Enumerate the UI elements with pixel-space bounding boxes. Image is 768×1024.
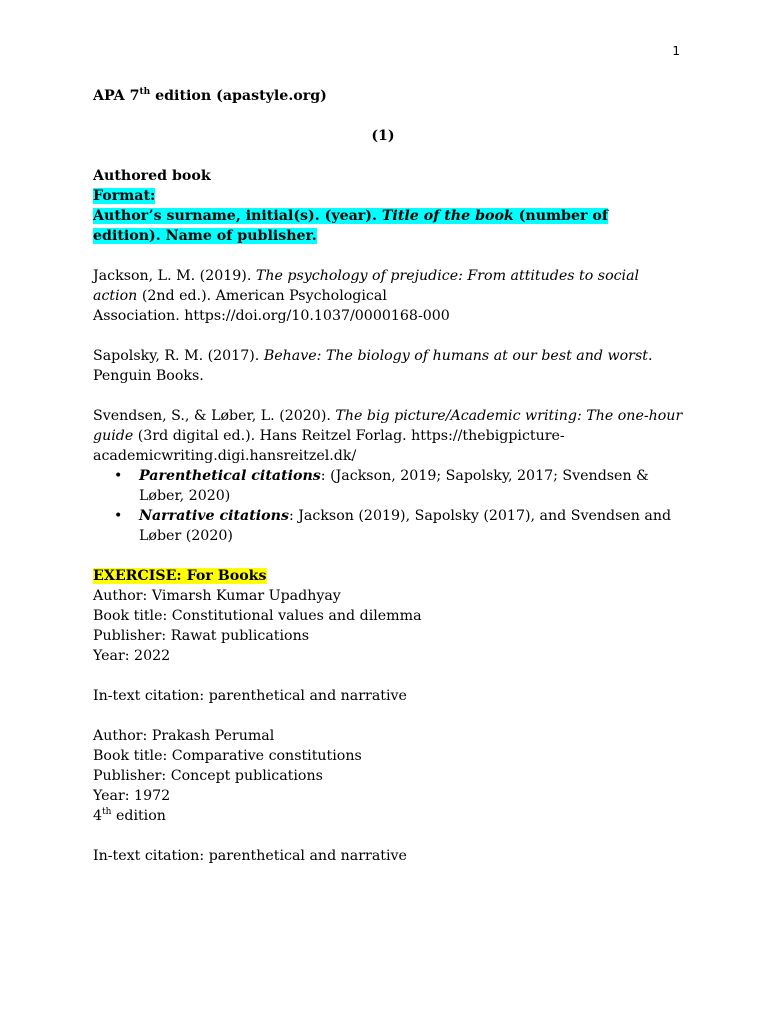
exercise-publisher: Publisher: Rawat publications — [93, 628, 309, 644]
reference-line: Svendsen, S., & Løber, L. (2020). The big picture/Academic writing: The one-hour — [93, 408, 683, 424]
reference-line: guide (3rd digital ed.). Hans Reitzel Forlag. https://thebigpicture- — [93, 428, 565, 444]
title-text: APA 7 — [93, 88, 140, 104]
exercise-heading: EXERCISE: For Books — [93, 568, 267, 584]
format-line-2-text: edition). Name of publisher. — [93, 228, 317, 244]
exercise-book-title: Book title: Constitutional values and dilemma — [93, 608, 422, 624]
url-link: academicwriting.digi.hansreitzel.dk/ — [93, 448, 357, 464]
bullet-icon: • — [114, 508, 123, 524]
exercise-book-title: Book title: Comparative constitutions — [93, 748, 362, 764]
citation-examples-list — [93, 466, 673, 546]
format-text: Author’s surname, initial(s). (year). — [93, 208, 382, 224]
exercise-year: Year: 2022 — [93, 648, 171, 664]
reference-line: action (2nd ed.). American Psychological — [93, 288, 387, 304]
list-item: • Parenthetical citations: (Jackson, 2019; Sapolsky, 2017; Svendsen & Løber, 2020) — [114, 468, 649, 504]
section-number: (1) — [371, 128, 395, 144]
reference-line — [93, 306, 673, 326]
reference-line: Penguin Books. — [93, 368, 204, 384]
citation-label: Narrative citations — [139, 508, 289, 524]
format-text-rest: (number of — [513, 208, 608, 224]
format-line-2 — [93, 226, 673, 246]
title-text-rest: edition (apastyle.org) — [150, 88, 327, 104]
exercise-task: In-text citation: parenthetical and narrative — [93, 688, 407, 704]
title-superscript: th — [139, 87, 151, 97]
exercise-author: Author: Prakash Perumal — [93, 728, 275, 744]
exercise-year: Year: 1972 — [93, 788, 171, 804]
citation-label: Parenthetical citations — [139, 468, 321, 484]
format-line-1 — [93, 206, 673, 226]
exercise-edition: 4th edition — [93, 807, 166, 824]
format-title-italic: Title of the book — [381, 208, 514, 224]
reference-line — [93, 446, 673, 466]
reference-line: Sapolsky, R. M. (2017). Behave: The biology of humans at our best and worst. — [93, 348, 653, 364]
exercise-task: In-text citation: parenthetical and narrative — [93, 848, 407, 864]
reference-entry — [93, 346, 673, 386]
reference-entry — [93, 406, 683, 466]
format-label-text: Format: — [93, 188, 156, 204]
document-body — [93, 86, 683, 866]
page-number: 1 — [672, 44, 680, 58]
list-item: • Narrative citations: Jackson (2019), Sapolsky (2017), and Svendsen and Løber (2020) — [114, 508, 672, 544]
exercise-author: Author: Vimarsh Kumar Upadhyay — [93, 588, 341, 604]
section-heading: Authored book — [93, 168, 211, 184]
reference-entry — [93, 266, 673, 326]
document-title — [93, 86, 673, 106]
reference-line: Jackson, L. M. (2019). The psychology of prejudice: From attitudes to social — [93, 268, 640, 284]
exercise-publisher: Publisher: Concept publications — [93, 768, 323, 784]
format-label — [93, 186, 673, 206]
bullet-icon: • — [114, 468, 123, 484]
doi-link: Association. https://doi.org/10.1037/0000168-000 — [93, 308, 450, 324]
